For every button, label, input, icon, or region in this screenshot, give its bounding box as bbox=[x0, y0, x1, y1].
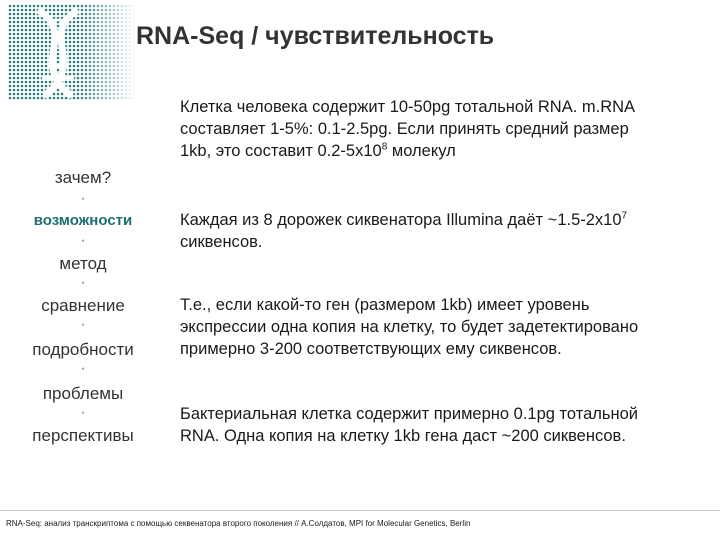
paragraph-line bbox=[180, 140, 700, 162]
exponent: 7 bbox=[621, 210, 628, 222]
paragraph-line bbox=[180, 209, 700, 231]
text-run: Каждая из 8 дорожек сиквенатора Illumina даёт ~1.5-2x10 bbox=[180, 211, 622, 229]
dna-helix-logo bbox=[8, 4, 136, 100]
nav-item-problemy[interactable]: проблемы bbox=[42, 384, 124, 403]
nav-separator-dot: • bbox=[81, 320, 85, 330]
text-run: молекул bbox=[387, 142, 456, 160]
paragraph-line: Клетка человека содержит 10-50pg тотальной RNA. m.RNA bbox=[180, 98, 636, 116]
nav-item-perspektivy[interactable]: перспективы bbox=[32, 426, 134, 445]
paragraph-line: примерно 3-200 соответствующих ему сиквенсов. bbox=[180, 340, 562, 358]
nav-item-sravnenie[interactable]: сравнение bbox=[41, 296, 125, 315]
page-title: RNA-Seq / чувствительность bbox=[136, 22, 495, 50]
paragraph-line: сиквенсов. bbox=[180, 233, 263, 251]
nav-separator-dot: • bbox=[81, 194, 85, 204]
nav-item-zachem[interactable]: зачем? bbox=[54, 168, 112, 187]
nav-separator-dot: • bbox=[81, 408, 85, 418]
nav-item-metod[interactable]: метод bbox=[59, 254, 107, 273]
nav-separator-dot: • bbox=[81, 278, 85, 288]
nav-item-podrobnosti[interactable]: подробности bbox=[32, 340, 134, 359]
nav-separator-dot: • bbox=[81, 364, 85, 374]
paragraph-expression bbox=[180, 294, 700, 360]
paragraph-illumina bbox=[180, 209, 700, 253]
paragraph-line: RNA. Одна копия на клетку 1kb гена даст ~200 сиквенсов. bbox=[180, 427, 626, 445]
paragraph-line: экспрессии одна копия на клетку, то будет задетектировано bbox=[180, 318, 639, 336]
paragraph-line: составляет 1-5%: 0.1-2.5pg. Если принять средний размер bbox=[180, 120, 629, 138]
nav-item-vozmozhnosti[interactable]: возможности bbox=[33, 212, 133, 229]
footer-divider bbox=[0, 510, 720, 511]
footer-citation: RNA-Seq: анализ транскриптома с помощью секвенатора второго поколения // А.Солдатов, MPI for Molecular Genetics, Berlin bbox=[6, 519, 471, 528]
paragraph-line: Бактериальная клетка содержит примерно 0.1pg тотальной bbox=[180, 405, 638, 423]
paragraph-bacteria bbox=[180, 403, 700, 447]
text-run: 1kb, это составит 0.2-5x10 bbox=[180, 142, 382, 160]
exponent: 8 bbox=[381, 141, 388, 153]
paragraph-cell-rna bbox=[180, 96, 700, 162]
nav-separator-dot: • bbox=[81, 236, 85, 246]
paragraph-line: Т.е., если какой-то ген (размером 1kb) имеет уровень bbox=[180, 296, 590, 314]
